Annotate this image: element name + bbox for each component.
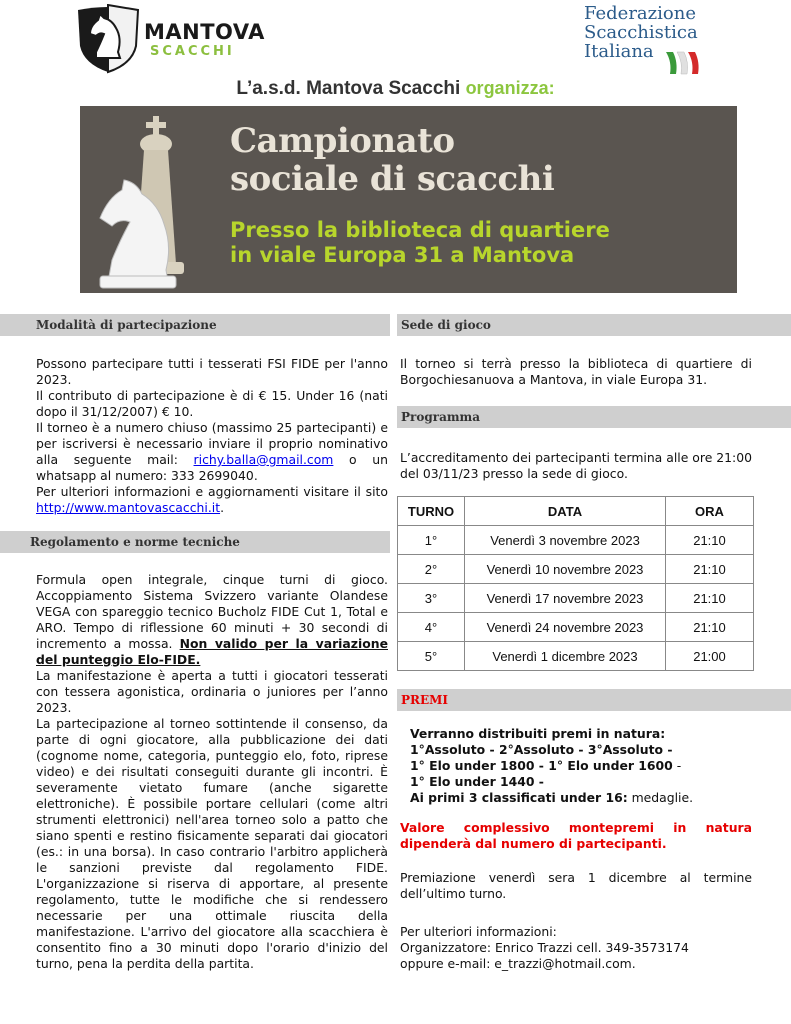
col-ora: ORA bbox=[666, 497, 754, 526]
row-ora: 21:10 bbox=[666, 526, 754, 555]
italian-flag-icon bbox=[664, 48, 704, 76]
prizes-line1: Verranno distribuiti premi in natura: bbox=[410, 726, 666, 741]
rules-p2: La manifestazione è aperta a tutti i giocatori tesserati con tessera agonistica, ordinaria o juniores per l’anno 2023. bbox=[36, 668, 388, 715]
row-ora: 21:10 bbox=[666, 613, 754, 642]
banner-title bbox=[230, 122, 554, 198]
event-banner bbox=[80, 106, 737, 293]
row-data: Venerdì 10 novembre 2023 bbox=[465, 555, 666, 584]
participation-p1: Possono partecipare tutti i tesserati FSI FIDE per l'anno 2023. bbox=[36, 356, 388, 387]
table-row bbox=[398, 642, 754, 671]
row-turno: 2° bbox=[398, 555, 465, 584]
schedule-header-row bbox=[398, 497, 754, 526]
row-data: Venerdì 24 novembre 2023 bbox=[465, 613, 666, 642]
participation-p3 bbox=[36, 420, 388, 484]
row-turno: 5° bbox=[398, 642, 465, 671]
participation-p4 bbox=[36, 484, 388, 516]
prizes-value-note: Valore complessivo montepremi in natura dipenderà dal numero di partecipanti. bbox=[400, 820, 752, 851]
venue-text: Il torneo si terrà presso la biblioteca di quartiere di Borgochiesanuova a Mantova, in viale Europa 31. bbox=[400, 356, 752, 387]
website-link[interactable]: http://www.mantovascacchi.it bbox=[36, 500, 221, 515]
row-data: Venerdì 17 novembre 2023 bbox=[465, 584, 666, 613]
prizes-line5-rest: medaglie. bbox=[627, 790, 694, 805]
row-turno: 4° bbox=[398, 613, 465, 642]
participation-body bbox=[36, 356, 388, 516]
table-row bbox=[398, 526, 754, 555]
prizes-line5 bbox=[410, 790, 760, 806]
participation-p4-before: Per ulteriori informazioni e aggiornamenti visitare il sito bbox=[36, 484, 388, 499]
program-text: L’accreditamento dei partecipanti termina alle ore 21:00 del 03/11/23 presso la sede di gioco. bbox=[400, 450, 752, 481]
prizes-line3-rest: - bbox=[672, 758, 682, 773]
rules-header: Regolamento e norme tecniche bbox=[0, 531, 390, 553]
banner-subtitle bbox=[230, 218, 610, 268]
fsi-line2: Scacchistica bbox=[584, 22, 698, 43]
email-link[interactable]: richy.balla@gmail.com bbox=[193, 452, 334, 467]
banner-subtitle-line2: in viale Europa 31 a Mantova bbox=[230, 243, 575, 267]
row-data: Venerdì 1 dicembre 2023 bbox=[465, 642, 666, 671]
schedule-table bbox=[397, 496, 754, 671]
contact-line1: Per ulteriori informazioni: bbox=[400, 924, 557, 939]
row-turno: 1° bbox=[398, 526, 465, 555]
participation-p4-after: . bbox=[220, 500, 225, 515]
prizes-line2: 1°Assoluto - 2°Assoluto - 3°Assoluto - bbox=[410, 742, 673, 757]
organizer-name: L’a.s.d. Mantova Scacchi bbox=[236, 78, 461, 99]
row-ora: 21:10 bbox=[666, 555, 754, 584]
participation-p2: Il contributo di partecipazione è di € 15. Under 16 (nati dopo il 31/12/2007) € 10. bbox=[36, 388, 388, 419]
logo-text-scacchi: SCACCHI bbox=[150, 44, 235, 59]
table-row bbox=[398, 555, 754, 584]
participation-p3-before: Il torneo è a numero chiuso (massimo 25 partecipanti) e per iscriversi è necessario inviare il proprio nominativo alla seguente mail: bbox=[36, 420, 388, 467]
prizes-header: PREMI bbox=[397, 689, 791, 711]
contact-line2: Organizzatore: Enrico Trazzi cell. 349-3573174 bbox=[400, 940, 689, 955]
table-row bbox=[398, 613, 754, 642]
banner-title-line2: sociale di scacchi bbox=[230, 159, 555, 199]
venue-header: Sede di gioco bbox=[397, 314, 791, 336]
row-ora: 21:00 bbox=[666, 642, 754, 671]
prizes-line5-bold: Ai primi 3 classificati under 16: bbox=[410, 790, 628, 805]
row-ora: 21:10 bbox=[666, 584, 754, 613]
table-row bbox=[398, 584, 754, 613]
banner-subtitle-line1: Presso la biblioteca di quartiere bbox=[230, 218, 610, 242]
prizes-line3-bold: 1° Elo under 1800 - 1° Elo under 1600 bbox=[410, 758, 673, 773]
mantova-scacchi-logo bbox=[74, 4, 265, 74]
prizes-list bbox=[410, 726, 760, 806]
fsi-logo bbox=[584, 4, 714, 76]
col-data: DATA bbox=[465, 497, 666, 526]
chess-pieces-icon bbox=[90, 114, 220, 290]
rules-p1-text: Formula open integrale, cinque turni di gioco. Accoppiamento Sistema Svizzero variante Olandese VEGA con spareggio tecnico Bucholz FIDE Cut 1, Total e ARO. Tempo di riflessione 60 minuti + 30 secondi di incremento a mossa. bbox=[36, 572, 388, 651]
contact-info bbox=[400, 924, 760, 972]
prizes-line3 bbox=[410, 758, 760, 774]
banner-title-line1: Campionato bbox=[230, 121, 455, 161]
col-turno: TURNO bbox=[398, 497, 465, 526]
organizer-verb: organizza: bbox=[465, 78, 555, 98]
program-header: Programma bbox=[397, 406, 791, 428]
rules-body bbox=[36, 572, 388, 972]
organizer-line bbox=[0, 78, 791, 100]
logo-text-mantova: MANTOVA bbox=[144, 20, 265, 44]
contact-line3: oppure e-mail: e_trazzi@hotmail.com. bbox=[400, 956, 636, 971]
fsi-line1: Federazione bbox=[584, 3, 696, 24]
participation-header: Modalità di partecipazione bbox=[0, 314, 390, 336]
prizes-line4: 1° Elo under 1440 - bbox=[410, 774, 544, 789]
fsi-line3: Italiana bbox=[584, 41, 654, 62]
participation-p3-after: o un whatsapp al numero: 333 2699040. bbox=[36, 452, 388, 483]
rules-p1-bold: Non valido per la variazione del punteggio Elo-FIDE. bbox=[36, 636, 388, 667]
ceremony-text: Premiazione venerdì sera 1 dicembre al termine dell’ultimo turno. bbox=[400, 870, 752, 901]
rules-p3: La partecipazione al torneo sottintende il consenso, da parte di ogni giocatore, alla pubblicazione dei dati (cognome nome, categoria, punteggio elo, foto, riprese video) e dei risultati conseguiti durante gli incontri. È severamente vietato fumare (anche sigarette elettroniche). È possibile portare cellulari (come altri strumenti elettronici) nell'area torneo solo a patto che siano spenti e restino fisicamente separati dai giocatori (es.: in una borsa). In caso contrario l'arbitro applicherà le sanzioni previste dal regolamento FIDE. L'organizzazione si riserva di apportare, al presente regolamento, tutte le modifiche che si rendessero necessarie per una ottimale riuscita della manifestazione. L'arrivo del giocatore alla scacchiera è consentito fino a 30 minuti dopo l'orario d'inizio del turno, pena la perdita della partita. bbox=[36, 716, 388, 971]
rules-p1 bbox=[36, 572, 388, 668]
row-data: Venerdì 3 novembre 2023 bbox=[465, 526, 666, 555]
row-turno: 3° bbox=[398, 584, 465, 613]
